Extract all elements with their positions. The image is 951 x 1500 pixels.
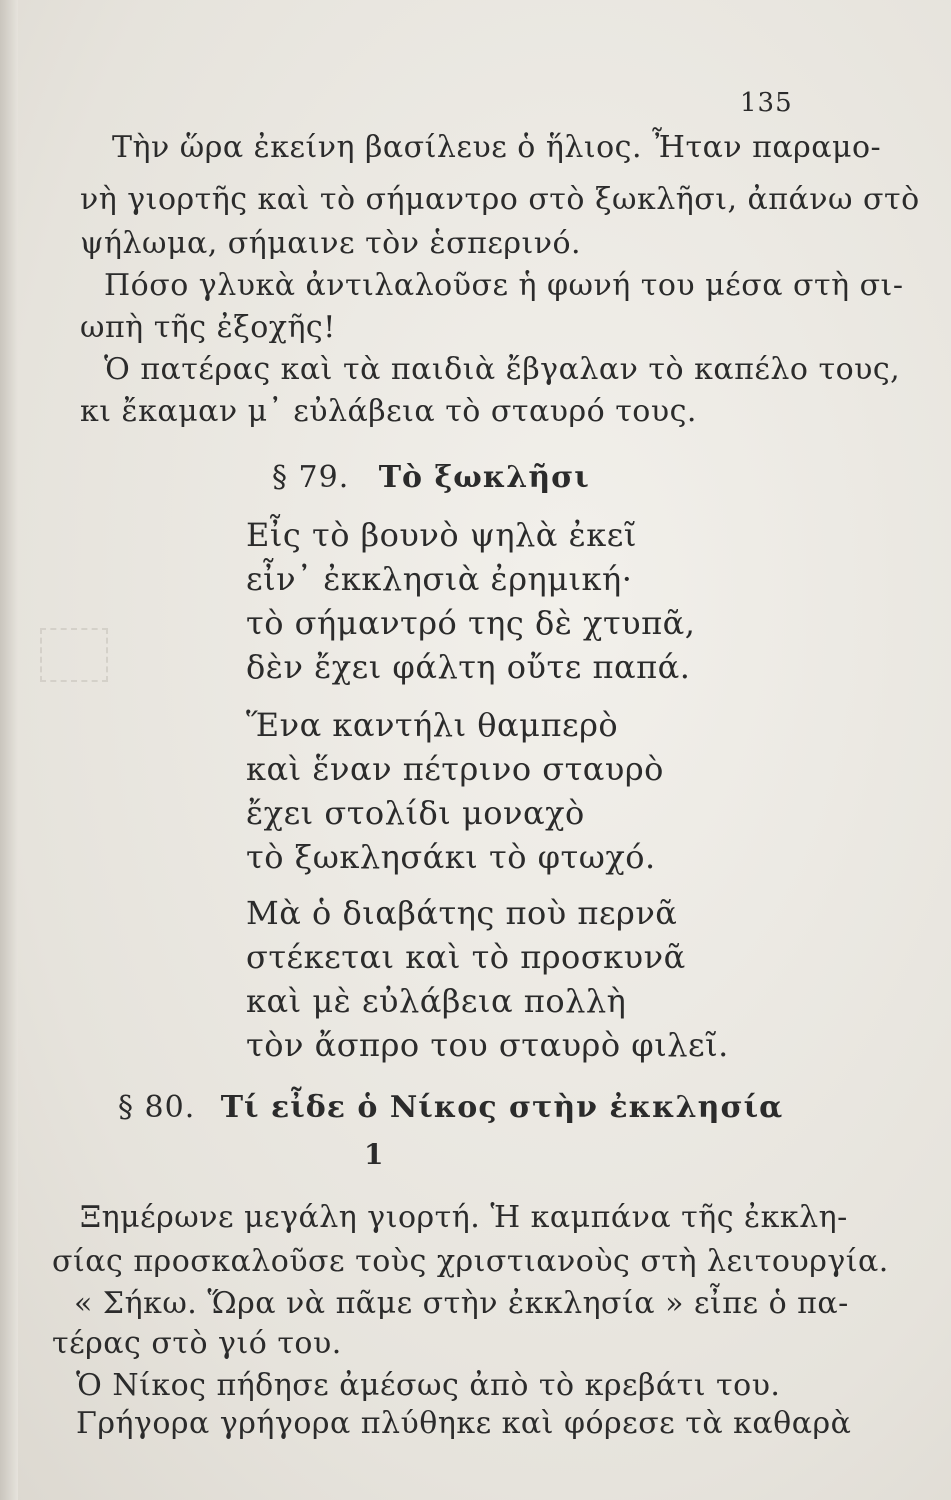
- poem-line: καὶ μὲ εὐλάβεια πολλὴ: [246, 982, 627, 1020]
- prose-line: ωπὴ τῆς ἐξοχῆς!: [80, 310, 336, 345]
- poem-line: Μὰ ὁ διαβάτης ποὺ περνᾶ: [246, 894, 678, 932]
- prose-line: σίας προσκαλοῦσε τοὺς χριστιανοὺς στὴ λειτουργία.: [52, 1244, 889, 1279]
- prose-line: τέρας στὸ γιό του.: [52, 1326, 342, 1361]
- prose-line: ψήλωμα, σήμαινε τὸν ἑσπερινό.: [80, 226, 582, 261]
- section-mark: § 79.: [272, 460, 350, 495]
- page-number: 135: [740, 88, 793, 118]
- poem-line: τὸ σήμαντρό της δὲ χτυπᾶ,: [246, 604, 696, 642]
- poem-line: εἶν᾽ ἐκκλησιὰ ἐρημική·: [246, 560, 633, 598]
- poem-line: στέκεται καὶ τὸ προσκυνᾶ: [246, 938, 686, 976]
- prose-line: Ὁ Νίκος πήδησε ἀμέσως ἀπὸ τὸ κρεβάτι του.: [76, 1368, 781, 1403]
- page-spine-shadow: [0, 0, 18, 1500]
- poem-line: Εἶς τὸ βουνὸ ψηλὰ ἐκεῖ: [246, 516, 637, 554]
- poem-line: τὸ ξωκλησάκι τὸ φτωχό.: [246, 838, 656, 876]
- prose-line: Τὴν ὥρα ἐκείνη βασίλευε ὁ ἥλιος. Ἦταν παραμο-: [112, 130, 882, 165]
- prose-line: Πόσο γλυκὰ ἀντιλαλοῦσε ἡ φωνή του μέσα στὴ σι-: [104, 268, 904, 303]
- section-80-heading: [118, 1090, 783, 1125]
- section-title: Τὸ ξωκλῆσι: [378, 460, 590, 495]
- poem-line: καὶ ἕναν πέτρινο σταυρὸ: [246, 750, 664, 788]
- prose-line: κι ἔκαμαν μ᾽ εὐλάβεια τὸ σταυρό τους.: [80, 394, 697, 429]
- poem-line: ἔχει στολίδι μοναχὸ: [246, 794, 585, 832]
- poem-line: τὸν ἄσπρο του σταυρὸ φιλεῖ.: [246, 1026, 729, 1064]
- section-79-heading: [272, 460, 590, 495]
- prose-line: Γρήγορα γρήγορα πλύθηκε καὶ φόρεσε τὰ καθαρὰ: [76, 1406, 852, 1441]
- prose-line: « Σήκω. Ὥρα νὰ πᾶμε στὴν ἐκκλησία » εἶπε ὁ πα-: [74, 1286, 849, 1321]
- poem-line: Ἕνα καντήλι θαμπερὸ: [246, 706, 619, 744]
- section-title: Τί εἶδε ὁ Νίκος στὴν ἐκκλησία: [220, 1090, 784, 1125]
- subsection-number: 1: [364, 1138, 384, 1171]
- prose-line: νὴ γιορτῆς καὶ τὸ σήμαντρο στὸ ξωκλῆσι, ἀπάνω στὸ: [80, 182, 920, 217]
- section-mark: § 80.: [118, 1090, 196, 1125]
- faded-stamp-mark: [40, 628, 108, 682]
- poem-line: δὲν ἔχει φάλτη οὔτε παπά.: [246, 648, 691, 686]
- prose-line: Ξημέρωνε μεγάλη γιορτή. Ἡ καμπάνα τῆς ἐκκλη-: [80, 1200, 848, 1235]
- prose-line: Ὁ πατέρας καὶ τὰ παιδιὰ ἔβγαλαν τὸ καπέλο τους,: [104, 352, 901, 387]
